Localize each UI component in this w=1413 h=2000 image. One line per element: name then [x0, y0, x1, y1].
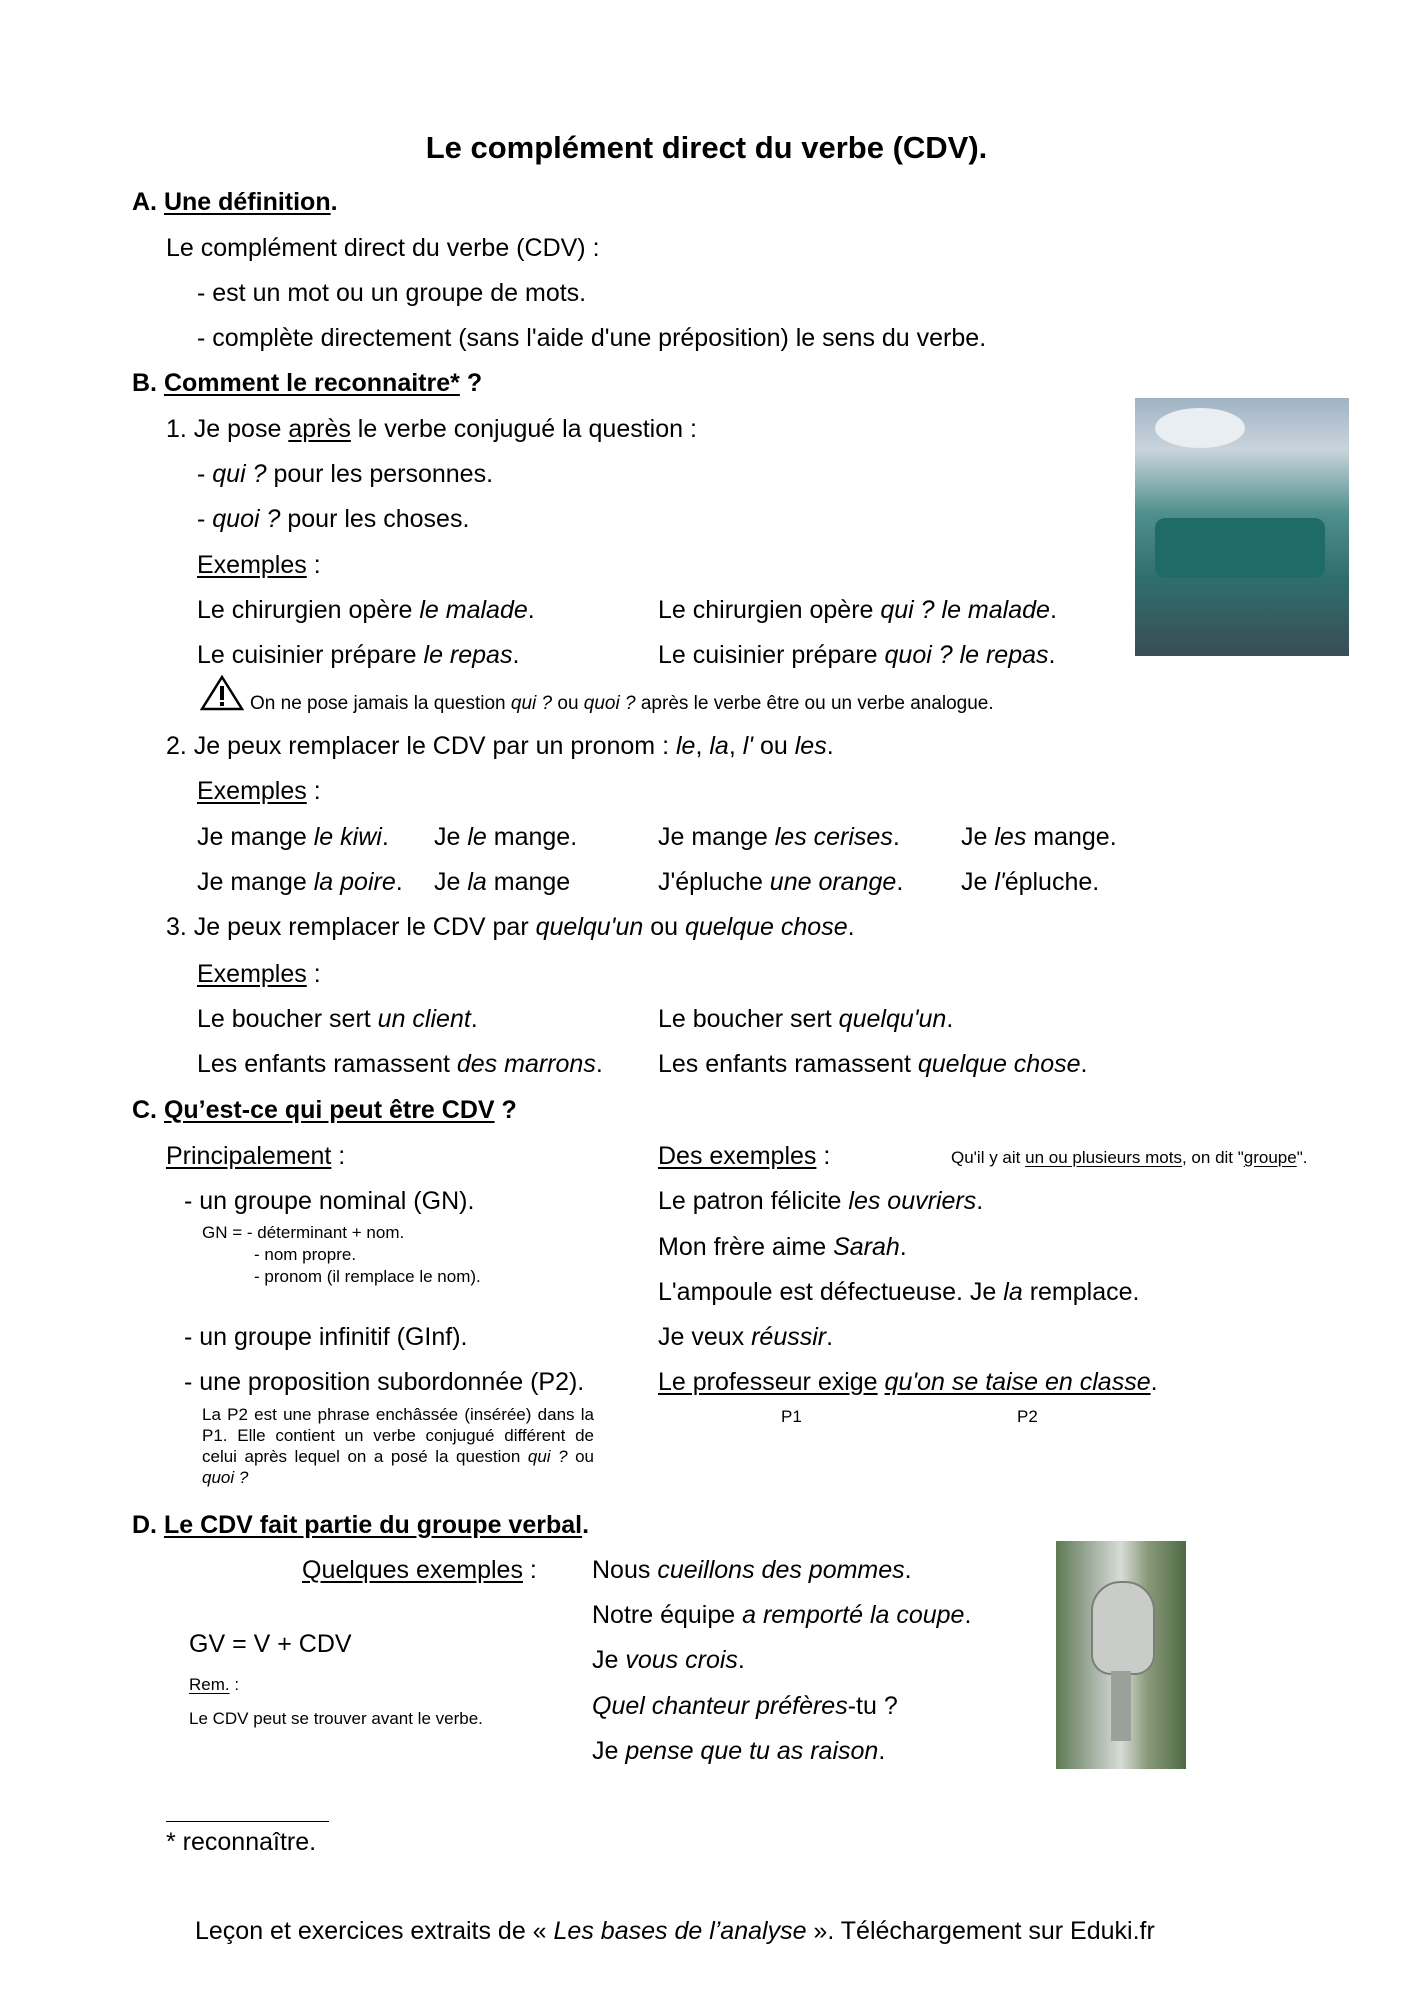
text-segment: les	[994, 823, 1027, 851]
definition-point: - complète directement (sans l'aide d'une préposition) le sens du verbe.	[197, 324, 987, 352]
example	[658, 867, 903, 897]
examples-label	[197, 776, 321, 806]
text-segment: quoi ? le repas	[884, 641, 1049, 669]
example	[658, 1322, 833, 1352]
text-segment: un ou plusieurs mots	[1025, 1148, 1182, 1167]
trophy-cup	[1091, 1581, 1155, 1675]
text-segment: Le chirurgien opère	[658, 596, 881, 624]
text-segment: .	[1150, 1368, 1158, 1396]
cdv-type-ginf: - un groupe infinitif (GInf).	[184, 1323, 468, 1351]
text-segment: B.	[132, 369, 157, 397]
text-segment: .	[395, 868, 403, 896]
text-segment: Une définition	[163, 188, 331, 216]
example	[197, 595, 535, 625]
text-segment: l'	[742, 732, 754, 760]
text-segment: le	[675, 732, 696, 760]
text-segment: qui ?	[212, 460, 267, 488]
example	[197, 1049, 603, 1079]
text-segment: les	[794, 732, 827, 760]
text-segment: .	[737, 1646, 745, 1674]
warning-triangle-icon	[200, 675, 244, 711]
text-segment: des marrons	[456, 1050, 596, 1078]
text-segment: ,	[728, 732, 743, 760]
text-segment: .	[1049, 596, 1057, 624]
example	[197, 822, 389, 852]
text-segment: On ne pose jamais la question	[250, 693, 511, 714]
text-segment: Je	[434, 823, 468, 851]
text-segment: 3. Je peux remplacer le CDV par	[166, 913, 536, 941]
principalement-label	[166, 1141, 345, 1171]
surgeons	[1155, 518, 1325, 578]
text-segment: quoi ?	[202, 1468, 249, 1487]
text-segment: Leçon et exercices extraits de «	[195, 1917, 554, 1945]
example	[434, 822, 577, 852]
text-segment: 1. Je pose	[166, 415, 289, 443]
text-segment: .	[892, 823, 900, 851]
rule-1-quoi	[197, 504, 469, 534]
text-segment: :	[306, 777, 321, 805]
text-segment: ou	[552, 693, 584, 714]
text-segment: Qu'il y ait	[951, 1148, 1026, 1167]
text-segment: ou	[643, 913, 685, 941]
text-segment: mange.	[486, 823, 578, 851]
gn-definition: - nom propre.	[254, 1245, 357, 1264]
text-segment: le repas	[423, 641, 513, 669]
text-segment: réussir	[751, 1323, 827, 1351]
text-segment: 2. Je peux remplacer le CDV par un pronom :	[166, 732, 676, 760]
text-segment: Le professeur exige	[658, 1368, 878, 1396]
text-segment: ?	[459, 369, 483, 397]
text-segment: le	[467, 823, 487, 851]
example	[197, 640, 519, 670]
section-a-heading	[132, 187, 338, 217]
example	[658, 1367, 1158, 1397]
quelques-exemples-label	[302, 1555, 537, 1585]
text-segment: Je mange	[197, 823, 314, 851]
text-segment: :	[816, 1142, 831, 1170]
text-segment: le verbe conjugué la question :	[350, 415, 697, 443]
definition-intro: Le complément direct du verbe (CDV) :	[166, 234, 600, 262]
text-segment: .	[512, 641, 520, 669]
gn-definition: - pronom (il remplace le nom).	[254, 1267, 481, 1286]
surgical-lamp	[1155, 408, 1245, 448]
text-segment: qu'on se taise en classe	[884, 1368, 1151, 1396]
text-segment: .	[381, 823, 389, 851]
text-segment: .	[826, 1323, 834, 1351]
text-segment: .	[595, 1050, 603, 1078]
text-segment: épluche.	[1004, 868, 1100, 896]
text-segment: Je mange	[658, 823, 775, 851]
example	[592, 1691, 898, 1721]
text-segment: quelqu'un	[838, 1005, 947, 1033]
text-segment: Sarah	[833, 1233, 900, 1261]
text-segment: Le patron félicite	[658, 1187, 849, 1215]
definition-point: - est un mot ou un groupe de mots.	[197, 279, 587, 307]
text-segment: Nous	[592, 1556, 658, 1584]
text-segment: Les bases de l’analyse	[553, 1917, 807, 1945]
text-segment: ». Téléchargement sur Eduki.fr	[806, 1917, 1155, 1945]
text-segment: .	[527, 596, 535, 624]
text-segment: quoi ?	[583, 693, 636, 714]
text-segment: .	[582, 1511, 590, 1539]
example	[961, 867, 1099, 897]
surgery-photo	[1135, 398, 1349, 656]
text-segment: .	[976, 1187, 984, 1215]
example	[592, 1645, 745, 1675]
example	[197, 1004, 478, 1034]
text-segment: le malade	[419, 596, 528, 624]
section-c-heading	[132, 1095, 517, 1125]
text-segment: J'épluche	[658, 868, 770, 896]
text-segment: Le boucher sert	[658, 1005, 839, 1033]
text-segment: remplace.	[1022, 1278, 1140, 1306]
text-segment: La P2 est une phrase enchâssée (insérée) dans la P1. Elle contient un verbe conjugué différent de celui après lequel on a posé la question	[202, 1405, 594, 1466]
text-segment: Qu’est-ce qui peut être CDV	[163, 1096, 495, 1124]
section-d-heading	[132, 1510, 589, 1540]
text-segment: Le chirurgien opère	[197, 596, 420, 624]
text-segment: ,	[695, 732, 710, 760]
cdv-type-gn: - un groupe nominal (GN).	[184, 1187, 475, 1215]
example	[658, 1277, 1139, 1307]
text-segment: Les enfants ramassent	[658, 1050, 918, 1078]
text-segment: Notre équipe	[592, 1601, 743, 1629]
example	[658, 1186, 983, 1216]
text-segment: .	[899, 1233, 907, 1261]
footnote: * reconnaître.	[166, 1828, 317, 1856]
text-segment: quelque chose	[917, 1050, 1081, 1078]
text-segment: ou	[567, 1447, 594, 1466]
text-segment: A.	[132, 188, 157, 216]
text-segment: .	[964, 1601, 972, 1629]
text-segment: la	[709, 732, 729, 760]
text-segment: la	[1003, 1278, 1023, 1306]
text-segment: quelque chose	[684, 913, 848, 941]
text-segment: la coupe	[863, 1601, 965, 1629]
page-title: Le complément direct du verbe (CDV).	[425, 130, 988, 165]
text-segment: la	[467, 868, 487, 896]
text-segment: Je	[434, 868, 468, 896]
text-segment: le kiwi	[313, 823, 382, 851]
gv-formula: GV = V + CDV	[189, 1630, 352, 1658]
examples-label	[197, 550, 321, 580]
text-segment: pense que tu as raison	[625, 1737, 879, 1765]
example	[658, 595, 1057, 625]
text-segment: Exemples	[197, 551, 307, 579]
text-segment: Exemples	[197, 960, 307, 988]
text-segment: .	[946, 1005, 954, 1033]
text-segment: l'	[994, 868, 1005, 896]
remark-label	[189, 1674, 239, 1696]
text-segment: après le verbe être ou un verbe analogue.	[635, 693, 994, 714]
rule-2	[166, 731, 834, 761]
example	[658, 640, 1055, 670]
text-segment: .	[904, 1556, 912, 1584]
footer-credit	[195, 1916, 1155, 1946]
example	[197, 867, 403, 897]
text-segment: Le cuisinier prépare	[197, 641, 424, 669]
text-segment: Exemples	[197, 777, 307, 805]
footnote-divider	[166, 1821, 329, 1822]
text-segment: :	[306, 960, 321, 988]
example	[592, 1600, 971, 1630]
example	[961, 822, 1117, 852]
text-segment: :	[306, 551, 321, 579]
example	[658, 822, 900, 852]
text-segment: D.	[132, 1511, 157, 1539]
trophy-photo	[1056, 1541, 1186, 1769]
text-segment: Je mange	[197, 868, 314, 896]
rule-3	[166, 912, 855, 942]
trophy-stem	[1111, 1671, 1131, 1741]
text-segment: Des exemples	[658, 1142, 817, 1170]
text-segment: ou	[753, 732, 795, 760]
text-segment: les cerises	[774, 823, 893, 851]
text-segment: Principalement	[166, 1142, 332, 1170]
section-b-heading	[132, 368, 482, 398]
text-segment: .	[1080, 1050, 1088, 1078]
text-segment: L'ampoule est défectueuse. Je	[658, 1278, 1004, 1306]
text-segment: Le cuisinier prépare	[658, 641, 885, 669]
des-exemples-label	[658, 1141, 830, 1171]
text-segment: la poire	[313, 868, 396, 896]
text-segment: -	[197, 460, 213, 488]
example	[658, 1004, 953, 1034]
text-segment: :	[229, 1675, 240, 1694]
text-segment: a remporté	[742, 1601, 863, 1629]
text-segment: Les enfants ramassent	[197, 1050, 457, 1078]
text-segment: Mon frère aime	[658, 1233, 834, 1261]
text-segment: Comment le reconnaitre*	[163, 369, 460, 397]
text-segment: Rem.	[189, 1675, 230, 1694]
text-segment: :	[331, 1142, 346, 1170]
text-segment: qui ? le malade	[880, 596, 1050, 624]
cdv-type-p2: - une proposition subordonnée (P2).	[184, 1368, 585, 1396]
text-segment: -	[197, 505, 213, 533]
rule-1-qui	[197, 459, 493, 489]
gn-definition: GN = - déterminant + nom.	[202, 1223, 405, 1242]
text-segment: .	[847, 913, 855, 941]
text-segment: groupe	[1243, 1148, 1297, 1167]
text-segment: , on dit "	[1181, 1148, 1244, 1167]
text-segment: Je	[592, 1737, 626, 1765]
text-segment: .	[1048, 641, 1056, 669]
remark-text: Le CDV peut se trouver avant le verbe.	[189, 1709, 483, 1728]
text-segment: Quelques exemples	[302, 1556, 523, 1584]
text-segment: Quel chanteur préfères	[592, 1692, 848, 1720]
p2-label: P2	[1017, 1407, 1038, 1426]
text-segment: après	[288, 415, 351, 443]
text-segment: cueillons des pommes	[657, 1556, 905, 1584]
text-segment: Le CDV fait partie du groupe verbal	[163, 1511, 583, 1539]
text-segment: une orange	[769, 868, 897, 896]
text-segment: Le boucher sert	[197, 1005, 378, 1033]
text-segment: qui ?	[527, 1447, 568, 1466]
text-segment: vous crois	[625, 1646, 738, 1674]
examples-label	[197, 959, 321, 989]
text-segment: Je veux	[658, 1323, 752, 1351]
p1-label: P1	[781, 1407, 802, 1426]
text-segment: mange	[486, 868, 571, 896]
text-segment: pour les choses.	[280, 505, 470, 533]
text-segment: ".	[1296, 1148, 1308, 1167]
text-segment: quelqu'un	[535, 913, 644, 941]
text-segment: .	[826, 732, 834, 760]
text-segment: un client	[377, 1005, 471, 1033]
text-segment: .	[330, 188, 338, 216]
text-segment: .	[896, 868, 904, 896]
text-segment: Je	[592, 1646, 626, 1674]
example	[658, 1232, 907, 1262]
example	[592, 1736, 885, 1766]
text-segment: :	[522, 1556, 537, 1584]
p2-description	[202, 1404, 594, 1488]
text-segment: -tu ?	[847, 1692, 898, 1720]
text-segment: les ouvriers	[848, 1187, 977, 1215]
text-segment: .	[878, 1737, 886, 1765]
text-segment: pour les personnes.	[266, 460, 494, 488]
text-segment: mange.	[1026, 823, 1117, 851]
example	[592, 1555, 912, 1585]
text-segment: Je	[961, 823, 995, 851]
text-segment: Je	[961, 868, 995, 896]
text-segment: ?	[494, 1096, 517, 1124]
text-segment: quoi ?	[212, 505, 281, 533]
text-segment: qui ?	[510, 693, 553, 714]
warning-note	[250, 693, 994, 715]
rule-1	[166, 414, 697, 444]
groupe-note	[951, 1147, 1307, 1169]
text-segment: .	[470, 1005, 478, 1033]
example	[658, 1049, 1087, 1079]
text-segment: C.	[132, 1096, 157, 1124]
example	[434, 867, 570, 897]
